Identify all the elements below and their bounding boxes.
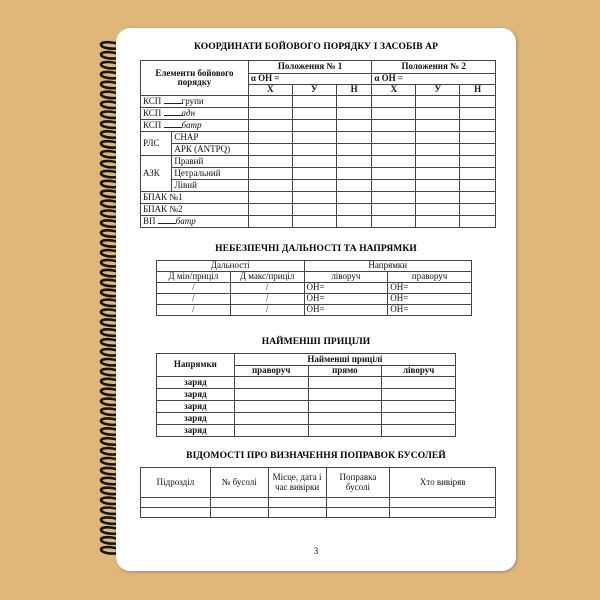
notebook-page bbox=[116, 28, 516, 571]
table-row bbox=[157, 283, 472, 294]
dmin-cell: / bbox=[157, 283, 231, 294]
page-number: 3 bbox=[313, 546, 319, 556]
alpha-on-2: α ОН = bbox=[372, 74, 496, 85]
coordinates-table bbox=[140, 60, 496, 228]
left-col-header: ліворуч bbox=[382, 366, 456, 377]
table-row bbox=[141, 120, 496, 132]
table-row bbox=[141, 144, 496, 156]
left-cell: ОН= bbox=[304, 305, 388, 316]
table-row bbox=[141, 192, 496, 204]
alpha-on-1: α ОН = bbox=[248, 74, 372, 85]
table-row bbox=[141, 508, 496, 518]
table-row bbox=[157, 294, 472, 305]
table-row bbox=[157, 401, 456, 413]
dmin-cell: / bbox=[157, 294, 231, 305]
straight-col-header: прямо bbox=[308, 366, 382, 377]
who-col-header: Хто вивіряв bbox=[390, 468, 496, 498]
sights-header: Найменші прицілі bbox=[234, 354, 455, 366]
busol-col-header: № бусолі bbox=[210, 468, 268, 498]
table-row bbox=[141, 132, 496, 144]
directions-col-header: Напрямки bbox=[157, 354, 235, 377]
dangerous-ranges-table bbox=[156, 260, 472, 316]
bpak-label: БПАК №2 bbox=[141, 204, 249, 216]
bpak-label: БПАК №1 bbox=[141, 192, 249, 204]
dmin-header: Д мін/приціл bbox=[157, 272, 231, 283]
dmax-cell: / bbox=[230, 294, 304, 305]
dmax-cell: / bbox=[230, 283, 304, 294]
table-row bbox=[141, 204, 496, 216]
header-elements: Елементи бойового порядку bbox=[141, 61, 249, 96]
table-row bbox=[157, 305, 472, 316]
table-row bbox=[157, 389, 456, 401]
directions-header: Напрямки bbox=[304, 261, 472, 272]
left-cell: ОН= bbox=[304, 294, 388, 305]
right-header: праворуч bbox=[388, 272, 472, 283]
unit-col-header: Підрозділ bbox=[141, 468, 211, 498]
table-row bbox=[157, 425, 456, 437]
dmin-cell: / bbox=[157, 305, 231, 316]
dmax-header: Д макс/приціл bbox=[230, 272, 304, 283]
rls-item: АРК (ANTPQ) bbox=[172, 144, 248, 156]
table-row bbox=[157, 377, 456, 389]
place-col-header: Місце, дата і час вивірки bbox=[268, 468, 326, 498]
coord-h-1: Н bbox=[336, 85, 372, 96]
correction-col-header: Поправка бусолі bbox=[326, 468, 390, 498]
position1-header: Положення № 1 bbox=[248, 61, 372, 74]
azk-label: АЗК bbox=[141, 156, 172, 192]
table-row bbox=[157, 413, 456, 425]
section3-title: НАЙМЕНШІ ПРИЦІЛИ bbox=[261, 337, 371, 347]
table-row bbox=[141, 156, 496, 168]
rls-label: РЛС bbox=[141, 132, 172, 156]
charge-label: заряд bbox=[157, 389, 235, 401]
section2-title: НЕБЕЗПЕЧНІ ДАЛЬНОСТІ ТА НАПРЯМКИ bbox=[215, 244, 417, 254]
section4-title: ВІДОМОСТІ ПРО ВИЗНАЧЕННЯ ПОПРАВОК БУСОЛЕЙ bbox=[186, 451, 446, 461]
ranges-header: Дальності bbox=[157, 261, 305, 272]
table-row bbox=[141, 168, 496, 180]
right-cell: ОН= bbox=[388, 305, 472, 316]
vp-label: ВП батр bbox=[141, 216, 249, 228]
right-col-header: праворуч bbox=[234, 366, 308, 377]
azk-item: Цетральний bbox=[172, 168, 248, 180]
left-header: ліворуч bbox=[304, 272, 388, 283]
busol-table bbox=[140, 467, 496, 518]
row-label: КСП адн bbox=[141, 108, 249, 120]
coord-x-2: Х bbox=[372, 85, 416, 96]
table-row bbox=[141, 96, 496, 108]
table-row bbox=[141, 216, 496, 228]
coord-y-1: У bbox=[292, 85, 336, 96]
coord-h-2: Н bbox=[460, 85, 496, 96]
coord-y-2: У bbox=[416, 85, 460, 96]
coord-x-1: Х bbox=[248, 85, 292, 96]
charge-label: заряд bbox=[157, 413, 235, 425]
charge-label: заряд bbox=[157, 425, 235, 437]
table-row bbox=[141, 180, 496, 192]
azk-item: Правий bbox=[172, 156, 248, 168]
charge-label: заряд bbox=[157, 401, 235, 413]
right-cell: ОН= bbox=[388, 283, 472, 294]
right-cell: ОН= bbox=[388, 294, 472, 305]
dmax-cell: / bbox=[230, 305, 304, 316]
charge-label: заряд bbox=[157, 377, 235, 389]
position2-header: Положення № 2 bbox=[372, 61, 496, 74]
min-sights-table bbox=[156, 353, 456, 437]
table-row bbox=[141, 108, 496, 120]
table-row bbox=[141, 498, 496, 508]
section1-title: КООРДИНАТИ БОЙОВОГО ПОРЯДКУ І ЗАСОБІВ АР bbox=[194, 42, 438, 52]
row-label: КСП групи bbox=[141, 96, 249, 108]
left-cell: ОН= bbox=[304, 283, 388, 294]
rls-item: СНАР bbox=[172, 132, 248, 144]
azk-item: Лівий bbox=[172, 180, 248, 192]
row-label: КСП батр bbox=[141, 120, 249, 132]
